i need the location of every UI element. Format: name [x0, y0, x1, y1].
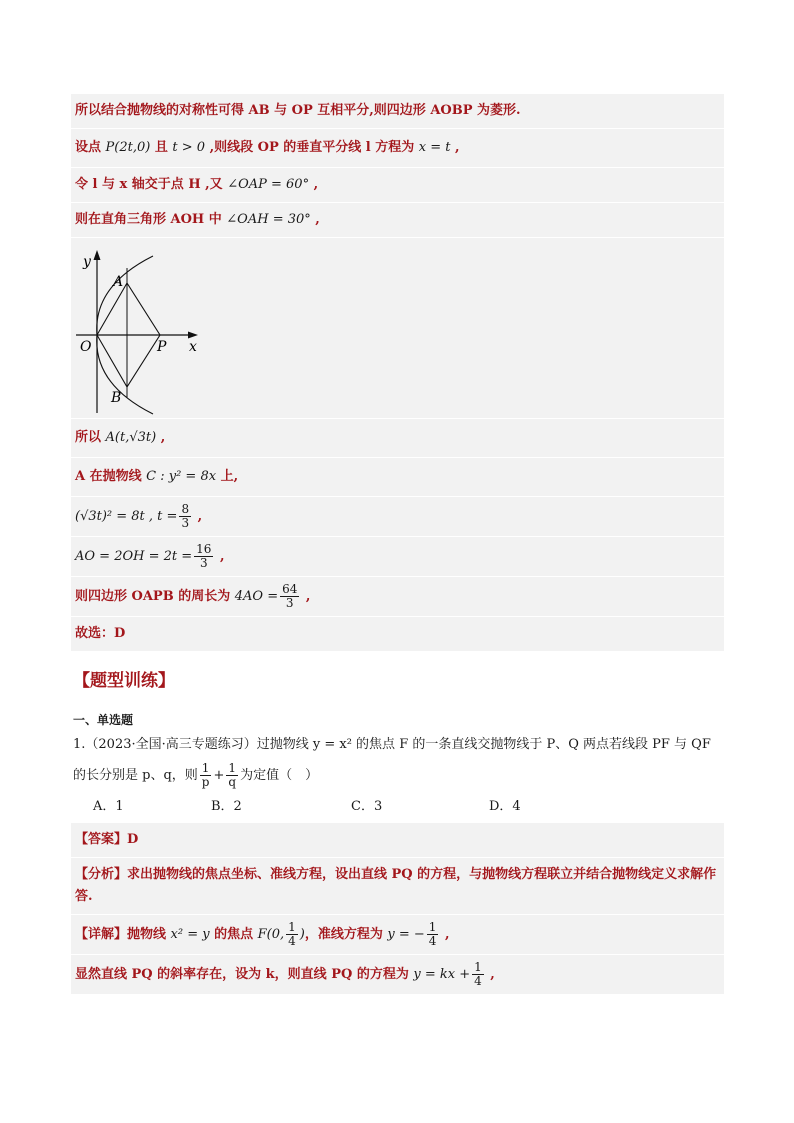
text: 为定值（ ） — [240, 768, 319, 783]
solution-line-5 — [71, 419, 724, 458]
label-y: y — [83, 254, 91, 270]
fraction — [179, 503, 191, 530]
denominator: q — [228, 775, 237, 789]
slope-line — [71, 955, 724, 995]
answer-block — [71, 823, 724, 995]
denominator: 4 — [288, 934, 296, 948]
numerator: 1 — [226, 762, 238, 776]
solution-line-2 — [71, 129, 724, 168]
denominator: 4 — [474, 974, 482, 988]
section-title: 【题型训练】 — [73, 671, 175, 691]
solution-line-1 — [71, 94, 724, 129]
analysis-line: 【分析】求出抛物线的焦点坐标、准线方程，设出直线 PQ 的方程，与抛物线方程联立并结合抛物线定义求解作答. — [71, 858, 724, 915]
denominator: 3 — [181, 516, 190, 530]
label-a: A — [113, 274, 124, 290]
text: , — [215, 549, 225, 564]
question-line-1: 1.（2023·全国·高三专题练习）过抛物线 y = x² 的焦点 F 的一条直线交抛物线于 P、Q 两点若线段 PF 与 QF — [73, 737, 711, 752]
x-axis-arrow — [188, 332, 198, 339]
numerator: 1 — [200, 762, 212, 776]
math: F(0, — [257, 927, 285, 942]
option-d[interactable]: D．4 — [489, 799, 521, 814]
text: , — [310, 212, 320, 227]
solution-line-6 — [71, 458, 724, 497]
math: ∠OAP = 60° — [227, 177, 310, 192]
text: , — [440, 927, 450, 942]
label-o: O — [80, 339, 92, 355]
text: ，准线方程为 — [304, 927, 388, 942]
text: , — [485, 967, 495, 982]
answer-line: 【答案】D — [71, 823, 724, 858]
text: 的长分别是 p、q，则 — [73, 768, 198, 783]
denominator: 3 — [285, 596, 294, 610]
options — [93, 795, 724, 819]
numerator: 16 — [196, 542, 212, 556]
denominator: p — [201, 775, 210, 789]
math: ∠OAH = 30° — [226, 212, 311, 227]
math: x² = y — [170, 927, 210, 942]
math: P(2t,0) — [105, 140, 151, 155]
math: AO = 2OH = 2t = — [75, 549, 193, 564]
text: ,则线段 OP 的垂直平分线 l 方程为 — [205, 140, 419, 155]
text: , — [156, 430, 166, 445]
fraction — [286, 921, 298, 948]
label-x: x — [189, 339, 197, 355]
text: 设点 — [75, 140, 106, 155]
text: 则四边形 OAPB 的周长为 — [75, 589, 235, 604]
numerator: 64 — [282, 582, 298, 596]
math: C : y² = 8x — [146, 469, 217, 484]
numerator: 1 — [474, 960, 482, 974]
fraction — [194, 543, 213, 570]
question-1 — [73, 732, 724, 789]
solution-line-10 — [71, 617, 724, 652]
page-content — [71, 94, 724, 995]
math: ) — [299, 927, 305, 942]
numerator: 1 — [428, 920, 437, 934]
detail-line — [71, 915, 724, 955]
option-b[interactable]: B．2 — [211, 799, 242, 814]
fraction — [200, 762, 212, 789]
question-line-2 — [73, 762, 724, 789]
text: 则在直角三角形 AOH 中 — [75, 212, 227, 227]
solution-line-3 — [71, 168, 724, 203]
final-choice: 故选：D — [75, 626, 126, 641]
subhead: 一、单选题 — [73, 713, 134, 727]
text: A 在抛物线 — [75, 469, 147, 484]
math: 4AO = — [234, 589, 279, 604]
math: y = kx + — [413, 967, 471, 982]
plus: + — [213, 768, 225, 783]
solution-text-1: 所以结合抛物线的对称性可得 AB 与 OP 互相平分,则四边形 AOBP 为菱形. — [75, 103, 521, 118]
text: , — [309, 177, 319, 192]
fraction — [472, 961, 484, 988]
math: A(t,√3t) — [105, 430, 157, 445]
option-c[interactable]: C．3 — [351, 799, 383, 814]
solution-line-8 — [71, 537, 724, 577]
solution-block — [71, 94, 724, 652]
text: 【详解】抛物线 — [75, 927, 171, 942]
math: x = t — [418, 140, 451, 155]
math: (√3t)² = 8t , t = — [75, 509, 178, 524]
parabola-figure — [71, 238, 724, 419]
text: 的焦点 — [209, 927, 258, 942]
fraction — [427, 921, 439, 948]
text: , — [193, 509, 203, 524]
numerator: 8 — [181, 502, 190, 516]
option-a[interactable]: A．1 — [93, 799, 124, 814]
label-p: P — [157, 339, 167, 355]
solution-line-4 — [71, 203, 724, 238]
y-axis-arrow — [94, 250, 101, 260]
text: 所以 — [75, 430, 106, 445]
fraction — [280, 583, 299, 610]
text: 上, — [216, 469, 239, 484]
denominator: 4 — [428, 934, 437, 948]
text: 且 — [150, 140, 173, 155]
text: , — [301, 589, 311, 604]
text: 令 l 与 x 轴交于点 H ,又 — [75, 177, 228, 192]
text: , — [450, 140, 460, 155]
math: y = − — [387, 927, 425, 942]
fraction — [226, 762, 238, 789]
math: t > 0 — [172, 140, 206, 155]
numerator: 1 — [288, 920, 296, 934]
label-b: B — [111, 390, 122, 406]
solution-line-7 — [71, 497, 724, 537]
solution-line-9 — [71, 577, 724, 617]
parabola-diagram — [71, 238, 271, 418]
denominator: 3 — [199, 556, 208, 570]
text: 显然直线 PQ 的斜率存在，设为 k，则直线 PQ 的方程为 — [75, 967, 414, 982]
